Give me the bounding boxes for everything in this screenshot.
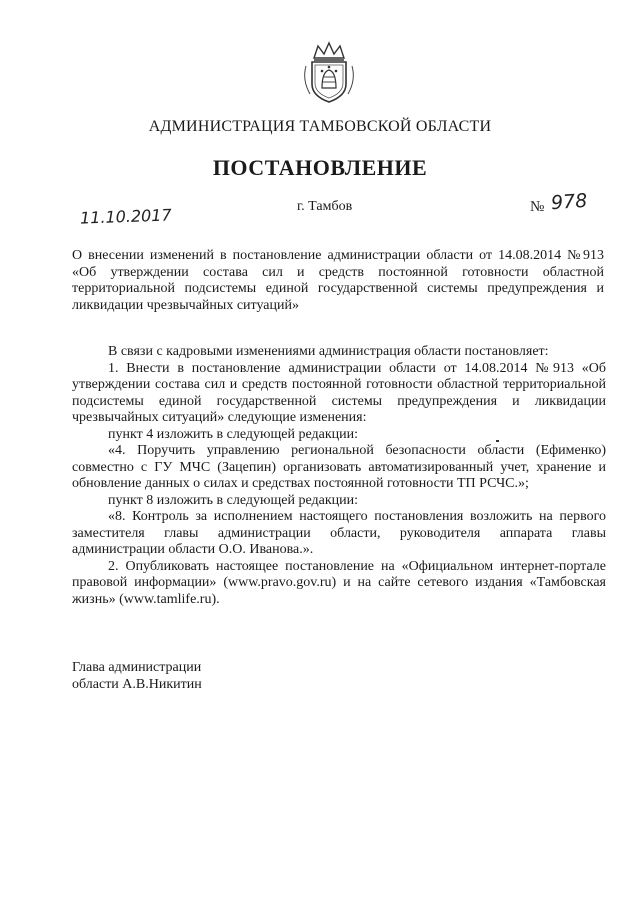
document-body: [72, 344, 606, 608]
item-1-paragraph: 1. Внести в постановление администрации области от 14.08.2014 №913 «Об утверждении состава сил и средств постоянной готовности областной территориальной подсистемы единой государственной системы предупреждения и ликвидации чрезвычайных ситуаций» следующие изменения:: [72, 360, 606, 425]
point-8-intro: пункт 8 изложить в следующей редакции:: [108, 492, 358, 508]
point-8-text: «8. Контроль за исполнением настоящего постановления возложить на первого заместителя главы администрации области, руководителя аппарата главы администрации области О.О. Иванова.».: [72, 509, 606, 557]
handwritten-date: 11.10.2017: [79, 205, 172, 228]
signature-name: области А.В.Никитин: [72, 676, 202, 692]
city-label: г. Тамбов: [297, 199, 353, 214]
organization-title: АДМИНИСТРАЦИЯ ТАМБОВСКОЙ ОБЛАСТИ: [148, 118, 492, 135]
point-4-text: «4. Поручить управлению региональной безопасности области (Ефименко) совместно с ГУ МЧС (Зацепин) организовать автоматизированный учет, хранение и обновление данных о силах и средствах постоянной готовности ТП РСЧС.»;: [72, 443, 606, 491]
ink-mark: [496, 440, 499, 442]
signature-position: Глава администрации: [72, 660, 202, 675]
point-4-intro: пункт 4 изложить в следующей редакции:: [108, 426, 358, 442]
item-2-paragraph: 2. Опубликовать настоящее постановление на «Официальном интернет-портале правовой информации» (www.pravo.gov.ru) и на сайте сетевого издания «Тамбовская жизнь» (www.tamlife.ru).: [72, 558, 606, 607]
handwritten-document-number: 978: [550, 189, 588, 215]
signature-block: [72, 660, 202, 693]
tambov-coat-of-arms-icon: [300, 40, 358, 104]
document-type-title: ПОСТАНОВЛЕНИЕ: [212, 155, 428, 180]
preamble-paragraph: В связи с кадровыми изменениями администрация области постановляет:: [108, 344, 549, 359]
document-subject: О внесении изменений в постановление администрации области от 14.08.2014 №913 «Об утверждении состава сил и средств постоянной готовности областной территориальной подсистемы единой государственной системы предупреждения и ликвидации чрезвычайных ситуаций»: [72, 248, 604, 313]
number-label: №: [530, 199, 545, 215]
